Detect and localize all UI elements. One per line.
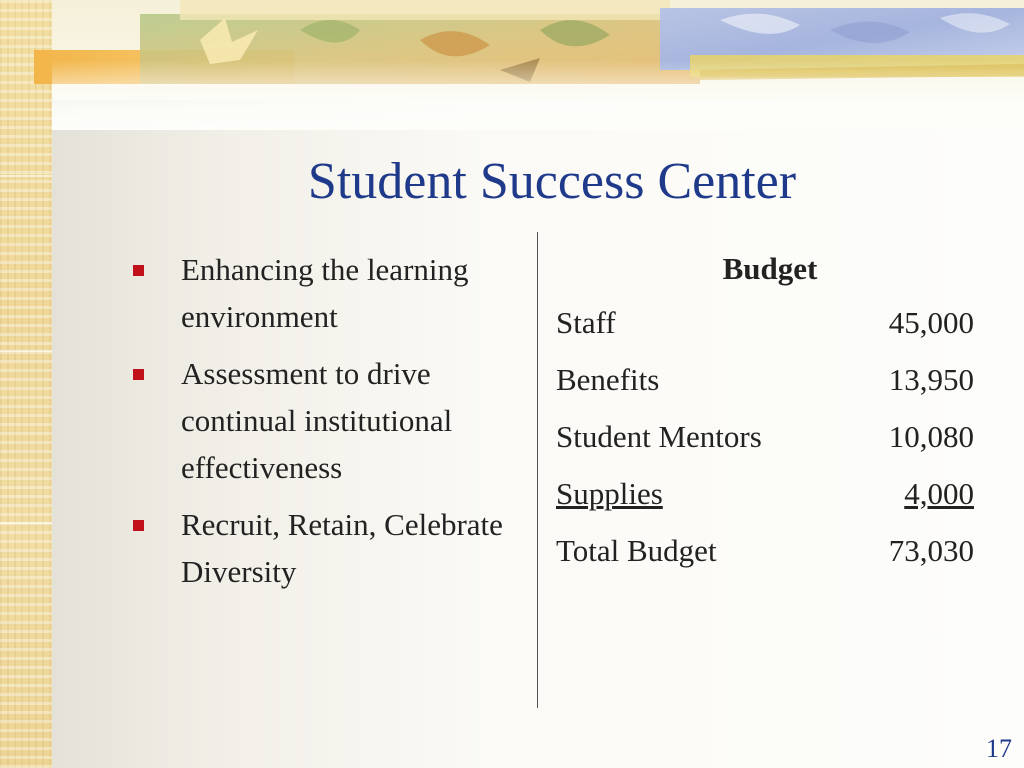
slide-title: Student Success Center	[307, 153, 797, 210]
budget-row-supplies	[556, 465, 974, 522]
budget-label: Student Mentors	[556, 419, 762, 454]
budget-amount: 4,000	[904, 476, 974, 511]
bullet-text: Recruit, Retain, Celebrate Diversity	[181, 507, 503, 589]
slide-page-number: 17	[986, 734, 1012, 763]
budget-row-total	[556, 522, 974, 579]
budget-row-student-mentors	[556, 408, 974, 465]
bullet-item	[130, 246, 530, 340]
budget-row-benefits	[556, 351, 974, 408]
budget-label: Staff	[556, 305, 616, 340]
square-bullet-icon	[133, 369, 144, 380]
bullet-text: Enhancing the learning environment	[181, 252, 469, 334]
bullet-item	[130, 501, 530, 595]
budget-amount: 10,080	[888, 419, 974, 454]
column-divider	[537, 232, 538, 708]
budget-amount: 45,000	[888, 305, 974, 340]
bullet-item	[130, 350, 530, 491]
budget-amount: 73,030	[888, 533, 974, 568]
banner-fade	[52, 60, 1024, 130]
budget-label: Supplies	[556, 476, 663, 511]
budget-label: Total Budget	[556, 533, 717, 568]
bullet-text: Assessment to drive continual institutional effectiveness	[181, 356, 453, 485]
square-bullet-icon	[133, 520, 144, 531]
budget-label: Benefits	[556, 362, 660, 397]
budget-table	[556, 244, 974, 579]
budget-heading: Budget	[722, 251, 818, 286]
budget-amount: 13,950	[888, 362, 974, 397]
parchment-border-strip	[0, 0, 52, 768]
budget-row-staff	[556, 294, 974, 351]
square-bullet-icon	[133, 265, 144, 276]
bullet-list	[130, 246, 530, 605]
